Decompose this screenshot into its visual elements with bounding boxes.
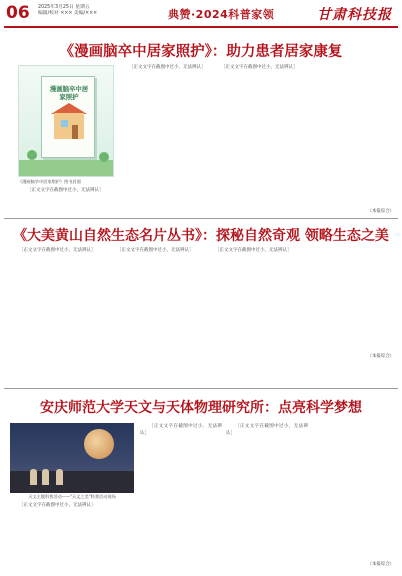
article1-signature: （本报综合）: [367, 209, 394, 214]
article1-column-4: [304, 64, 394, 204]
article3-column-4: [312, 423, 394, 557]
article1-headline: 《漫画脑卒中居家照护》：助力患者居家康复: [59, 44, 343, 60]
article1-paragraph: ［正文文字在截图中过小，无法辨认］: [129, 65, 206, 70]
article3-column-1: [10, 502, 134, 566]
house-illustration: [54, 113, 84, 139]
article1-paragraph: ［正文文字在截图中过小，无法辨认］: [221, 65, 298, 70]
header-divider: [4, 26, 398, 28]
article3-column-2: [140, 423, 222, 565]
date-line: 2025年3月25日 星期五: [38, 5, 90, 10]
person-figure: [30, 469, 37, 485]
article1-column-2: [120, 64, 208, 214]
person-figure: [42, 469, 49, 485]
article2-column-4: [304, 247, 394, 351]
page-number: 06: [6, 3, 30, 23]
plant-illustration: [27, 150, 37, 160]
astronomy-event-photo: [10, 423, 134, 493]
article2-column-2: [108, 247, 201, 359]
article2-paragraph: ［正文文字在截图中过小，无法辨认］: [117, 248, 194, 253]
article1-column-3: [212, 64, 300, 214]
article2-column-1: [10, 247, 103, 359]
article2-headline: 《大美黄山自然生态名片丛书》：探秘自然奇观 领略生态之美: [13, 228, 389, 244]
article3-column-3: [226, 423, 308, 565]
article1-paragraph: ［正文文字在截图中过小，无法辨认］: [27, 188, 104, 193]
book-cover-image: [18, 65, 114, 177]
masthead-logo: 甘肃科技报: [317, 7, 392, 23]
book-cover-title: 漫画脑卒中居家照护: [49, 85, 89, 101]
article2-paragraph: ［正文文字在截图中过小，无法辨认］: [19, 248, 96, 253]
section-title: 典赞·2024科普家领: [168, 8, 275, 21]
section-divider: [4, 388, 398, 389]
planet-illustration: [84, 429, 114, 459]
article2-column-3: [206, 247, 299, 359]
editor-line: 编辑/校对 ××× 美编/×××: [38, 11, 98, 16]
article3-headline: 安庆师范大学天文与天体物理研究所：点亮科学梦想: [40, 400, 362, 416]
plant-illustration: [99, 152, 109, 162]
article3-paragraph: ［正文文字在截图中过小，无法辨认］: [19, 503, 96, 508]
article3-signature: （本报综合）: [367, 562, 394, 567]
article1-image-caption: 《漫画脑卒中居家照护》图书封面: [18, 179, 81, 184]
book-cover: [41, 76, 95, 158]
article3-photo-caption: 天文主题科普活动——"天文之美"科普活动现场: [28, 494, 116, 499]
page-header: [0, 0, 402, 28]
article3-paragraph: ［正文文字在截图中过小，无法辨认］: [226, 424, 308, 437]
article1-column-1: [18, 187, 116, 213]
article3-paragraph: ［正文文字在截图中过小，无法辨认］: [140, 424, 222, 437]
article2-paragraph: ［正文文字在截图中过小，无法辨认］: [215, 248, 292, 253]
person-figure: [56, 469, 63, 485]
issue-meta: [38, 5, 97, 17]
section-divider: [4, 218, 398, 219]
article2-signature: （本报综合）: [367, 354, 394, 359]
